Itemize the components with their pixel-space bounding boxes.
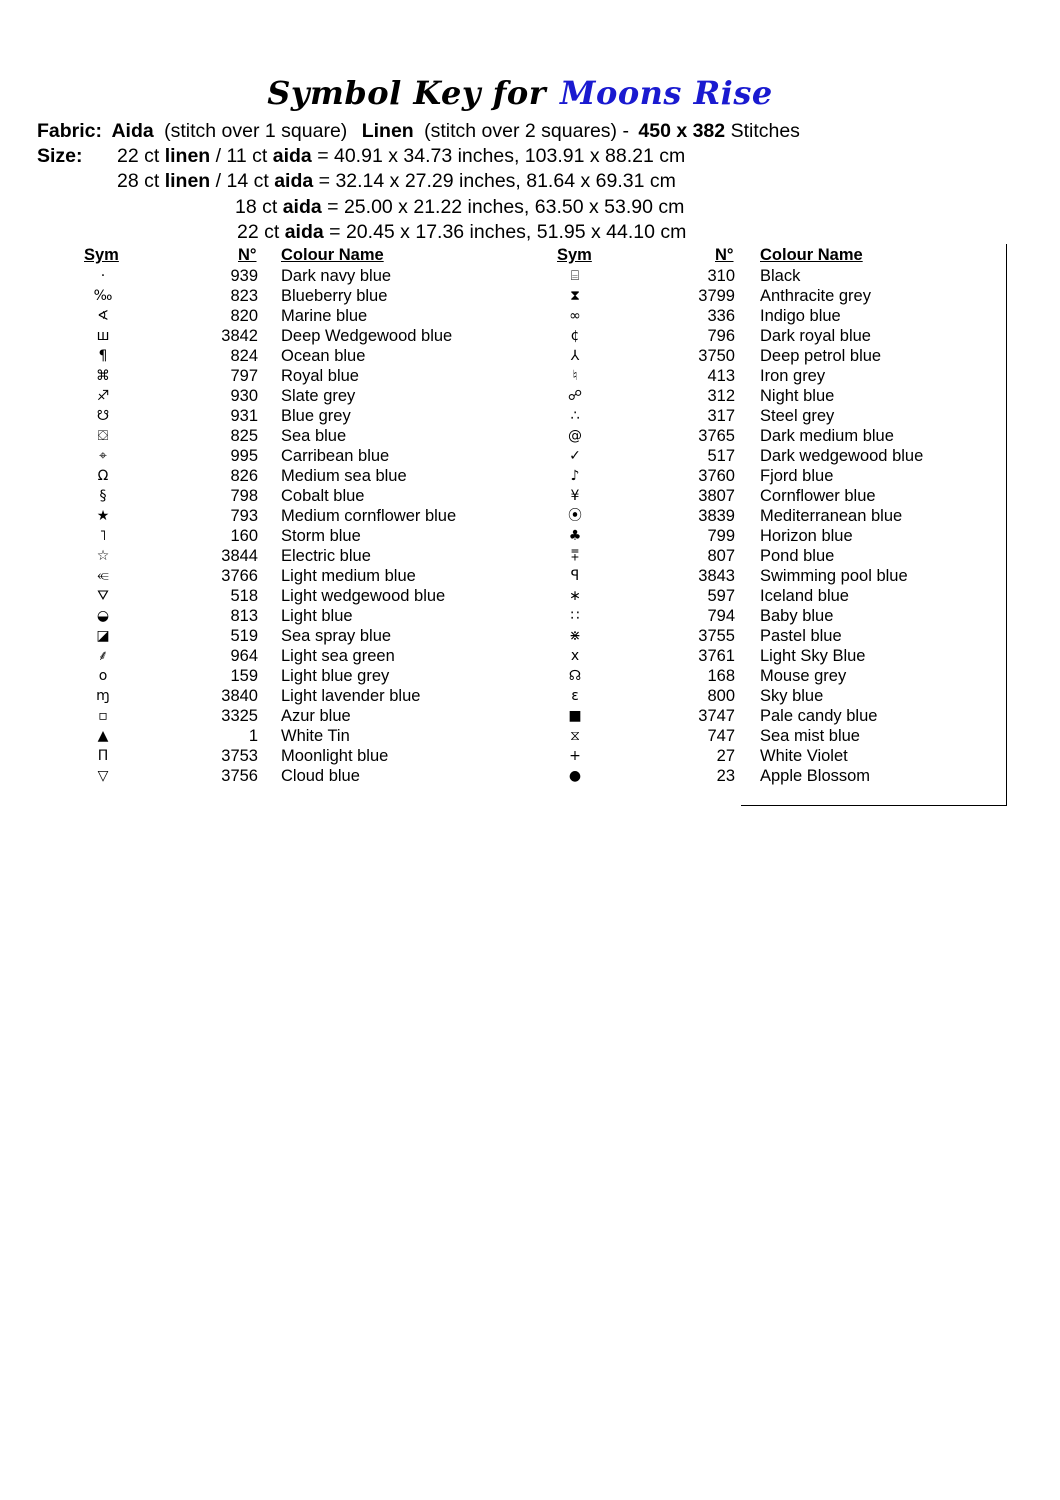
colour-name: Sea spray blue: [281, 627, 392, 645]
inverted-triangle-icon: ⛛: [97, 588, 109, 604]
size-label: Size:: [37, 145, 83, 167]
size-fabric: aida: [274, 170, 314, 192]
table-border-right: [1006, 244, 1007, 806]
check-icon: ✓: [569, 448, 581, 464]
size-line-1: [117, 144, 685, 168]
colour-name: Carribean blue: [281, 447, 390, 465]
size-line-3: [235, 195, 684, 219]
colour-number: 797: [230, 367, 258, 385]
filled-square-icon: ■: [568, 708, 582, 724]
colour-name: Dark navy blue: [281, 267, 392, 285]
colour-name: Medium sea blue: [281, 467, 407, 485]
plus-icon: +: [569, 748, 581, 764]
colour-number: 826: [230, 467, 258, 485]
colour-number: 3761: [698, 647, 735, 665]
colour-name: Light sea green: [281, 647, 395, 665]
colour-name: Anthracite grey: [760, 287, 871, 305]
colour-number: 747: [707, 727, 735, 745]
colour-number: 3844: [221, 547, 258, 565]
colour-number: 995: [230, 447, 258, 465]
colour-name: Azur blue: [281, 707, 351, 725]
size-count: 22 ct: [117, 145, 160, 167]
fabric-line: [37, 119, 800, 143]
size-fabric: aida: [272, 145, 312, 167]
colour-name: Sea blue: [281, 427, 347, 445]
roman-three-icon: ш: [96, 328, 110, 344]
colour-name: White Violet: [760, 747, 848, 765]
colour-number: 23: [716, 767, 735, 785]
colour-name: White Tin: [281, 727, 350, 745]
colour-name: Pond blue: [760, 547, 835, 565]
colour-number: 3840: [221, 687, 258, 705]
fabric-aida: Aida: [111, 120, 154, 142]
boxed-h-icon: ⌸: [570, 268, 580, 284]
colour-number: 517: [707, 447, 735, 465]
colour-name: Cloud blue: [281, 767, 360, 785]
colour-number: 3807: [698, 487, 735, 505]
header-sym-left: Sym: [84, 246, 119, 264]
colour-name: Royal blue: [281, 367, 359, 385]
colour-name: Light medium blue: [281, 567, 416, 585]
circle-icon: o: [98, 668, 108, 684]
colour-number: 964: [230, 647, 258, 665]
colour-number: 3325: [221, 707, 258, 725]
colour-name: Cobalt blue: [281, 487, 365, 505]
colour-number: 597: [707, 587, 735, 605]
colour-name: Dark medium blue: [760, 427, 894, 445]
infinity-icon: ∞: [569, 308, 581, 324]
colour-number: 799: [707, 527, 735, 545]
epsilon-icon: ε: [571, 688, 579, 704]
header-name-right: Colour Name: [760, 246, 863, 264]
colour-number: 3766: [221, 567, 258, 585]
element-arrow-icon: ⥺: [97, 568, 109, 584]
size-dims: = 20.45 x 17.36 inches, 51.95 x 44.10 cm: [329, 221, 687, 243]
size-fabric: aida: [284, 221, 324, 243]
letter-x-icon: x: [570, 648, 580, 664]
colour-number: 3753: [221, 747, 258, 765]
colour-number: 939: [230, 267, 258, 285]
size-fabric: aida: [282, 196, 322, 218]
colour-name: Blueberry blue: [281, 287, 388, 305]
colour-number: 794: [707, 607, 735, 625]
three-point-icon: ⅄: [570, 348, 580, 364]
colour-number: 813: [230, 607, 258, 625]
colour-number: 312: [707, 387, 735, 405]
colour-name: Swimming pool blue: [760, 567, 908, 585]
fabric-linen-note: (stitch over 2 squares) -: [424, 120, 629, 142]
colour-name: Light wedgewood blue: [281, 587, 446, 605]
colour-name: Night blue: [760, 387, 835, 405]
colour-number: 796: [707, 327, 735, 345]
colour-number: 518: [230, 587, 258, 605]
dot-icon: ·: [100, 268, 106, 284]
colour-name: Light blue: [281, 607, 353, 625]
colour-name: Sky blue: [760, 687, 824, 705]
size-line-2: [117, 169, 676, 193]
leaf-icon: ⸙: [97, 648, 109, 664]
colour-name: Marine blue: [281, 307, 368, 325]
colour-number: 413: [707, 367, 735, 385]
corner-icon: ˥: [99, 528, 107, 544]
crosshair-icon: ⌖: [99, 448, 107, 464]
x-mark-icon: ⋇: [569, 628, 581, 644]
colour-number: 159: [230, 667, 258, 685]
header-sym-right: Sym: [557, 246, 592, 264]
size-line-4: [237, 220, 686, 244]
colour-name: Iron grey: [760, 367, 826, 385]
colour-number: 3843: [698, 567, 735, 585]
filled-star-icon: ★: [96, 508, 110, 524]
colour-name: Deep petrol blue: [760, 347, 882, 365]
colour-number: 824: [230, 347, 258, 365]
colour-number: 3842: [221, 327, 258, 345]
x-dot-icon: ⩱: [570, 548, 580, 564]
colour-name: Fjord blue: [760, 467, 834, 485]
colour-number: 3765: [698, 427, 735, 445]
outline-triangle-icon: ▽: [97, 768, 109, 784]
angle-icon: ∢: [97, 308, 109, 324]
colour-name: Light Sky Blue: [760, 647, 866, 665]
colour-name: Baby blue: [760, 607, 834, 625]
size-dims: = 32.14 x 27.29 inches, 81.64 x 69.31 cm: [318, 170, 676, 192]
arch-dot-icon: ꟼ: [570, 568, 580, 584]
colour-name: Sea mist blue: [760, 727, 860, 745]
header-num-left: N°: [238, 246, 257, 264]
colour-name: Apple Blossom: [760, 767, 871, 785]
hourglass-outline-icon: ⧖: [570, 728, 580, 744]
colour-number: 825: [230, 427, 258, 445]
colour-number: 168: [707, 667, 735, 685]
colour-number: 317: [707, 407, 735, 425]
table-border-bottom: [741, 805, 1007, 806]
colour-number: 3750: [698, 347, 735, 365]
boxed-star-icon: ⛋: [97, 428, 109, 444]
pilcrow-icon: ¶: [98, 348, 108, 364]
pi-icon: Π: [97, 748, 109, 764]
colour-number: 519: [230, 627, 258, 645]
colour-number: 823: [230, 287, 258, 305]
colour-number: 798: [230, 487, 258, 505]
colour-name: Dark wedgewood blue: [760, 447, 924, 465]
colour-number: 931: [230, 407, 258, 425]
title-prefix: Symbol Key for: [267, 74, 547, 112]
colour-name: Light blue grey: [281, 667, 390, 685]
colour-name: Storm blue: [281, 527, 361, 545]
header-name-left: Colour Name: [281, 246, 384, 264]
stitch-count: 450 x 382: [638, 120, 726, 142]
therefore-icon: ∴: [570, 408, 580, 424]
colour-name: Deep Wedgewood blue: [281, 327, 453, 345]
colour-number: 3760: [698, 467, 735, 485]
colour-number: 160: [230, 527, 258, 545]
colour-name: Medium cornflower blue: [281, 507, 457, 525]
colour-name: Electric blue: [281, 547, 371, 565]
outline-star-icon: ☆: [96, 548, 110, 564]
half-square-icon: ◪: [96, 628, 110, 644]
yen-icon: ¥: [570, 488, 580, 504]
music-note-icon: ♪: [570, 468, 580, 484]
colour-number: 800: [707, 687, 735, 705]
section-icon: §: [99, 488, 107, 504]
command-icon: ⌘: [96, 368, 110, 384]
colour-number: 3747: [698, 707, 735, 725]
colour-number: 1: [248, 727, 258, 745]
descending-node-icon: ☋: [96, 408, 110, 424]
page-title: [0, 74, 1040, 112]
header-num-right: N°: [715, 246, 734, 264]
half-circle-icon: ◒: [96, 608, 110, 624]
colour-name: Blue grey: [281, 407, 351, 425]
natural-icon: ♮: [572, 368, 578, 384]
colour-number: 807: [707, 547, 735, 565]
size-sep: / 14 ct: [215, 170, 269, 192]
size-dims: = 25.00 x 21.22 inches, 63.50 x 53.90 cm: [327, 196, 685, 218]
filled-triangle-icon: ▲: [97, 728, 109, 744]
colour-name: Pastel blue: [760, 627, 842, 645]
colour-number: 793: [230, 507, 258, 525]
colour-number: 336: [707, 307, 735, 325]
filled-circle-icon: ●: [568, 768, 582, 784]
size-dims: = 40.91 x 34.73 inches, 103.91 x 88.21 cm: [317, 145, 686, 167]
club-icon: ♣: [568, 528, 582, 544]
colour-number: 3756: [221, 767, 258, 785]
colour-name: Iceland blue: [760, 587, 849, 605]
colour-number: 3799: [698, 287, 735, 305]
colour-name: Steel grey: [760, 407, 835, 425]
opposition-icon: ☍: [567, 388, 583, 404]
colour-name: Light lavender blue: [281, 687, 421, 705]
size-count: 22 ct: [237, 221, 280, 243]
colour-name: Mouse grey: [760, 667, 847, 685]
colour-name: Slate grey: [281, 387, 356, 405]
colour-number: 3839: [698, 507, 735, 525]
colour-number: 930: [230, 387, 258, 405]
colour-name: Black: [760, 267, 801, 285]
hourglass-filled-icon: ⧗: [570, 288, 580, 304]
four-dot-icon: ∷: [570, 608, 580, 624]
colour-name: Mediterranean blue: [760, 507, 903, 525]
small-square-icon: ▫: [98, 708, 108, 724]
fabric-aida-note: (stitch over 1 square): [164, 120, 348, 142]
size-count: 18 ct: [235, 196, 278, 218]
size-sep: / 11 ct: [215, 145, 268, 167]
asterisk-icon: ∗: [569, 588, 581, 604]
at-icon: @: [568, 428, 582, 444]
colour-number: 310: [707, 267, 735, 285]
colour-number: 820: [230, 307, 258, 325]
sagittarius-icon: ♐: [96, 388, 110, 404]
size-fabric: linen: [164, 145, 211, 167]
omega-icon: Ω: [97, 468, 109, 484]
size-count: 28 ct: [117, 170, 160, 192]
colour-name: Ocean blue: [281, 347, 366, 365]
colour-name: Indigo blue: [760, 307, 841, 325]
stitches-word: Stitches: [730, 120, 800, 142]
size-fabric: linen: [164, 170, 211, 192]
circled-dot-icon: ⦿: [568, 508, 582, 524]
colour-number: 3755: [698, 627, 735, 645]
colour-name: Horizon blue: [760, 527, 853, 545]
per-mille-icon: ‰: [93, 288, 113, 304]
m-curl-icon: ɱ: [96, 688, 110, 704]
pattern-name: Moons Rise: [560, 74, 773, 112]
ascending-node-icon: ☊: [568, 668, 582, 684]
colour-name: Pale candy blue: [760, 707, 878, 725]
fabric-label: Fabric:: [37, 120, 103, 142]
colour-name: Dark royal blue: [760, 327, 871, 345]
cent-icon: ¢: [570, 328, 580, 344]
colour-number: 27: [716, 747, 735, 765]
colour-name: Cornflower blue: [760, 487, 876, 505]
colour-name: Moonlight blue: [281, 747, 389, 765]
fabric-linen: Linen: [361, 120, 414, 142]
